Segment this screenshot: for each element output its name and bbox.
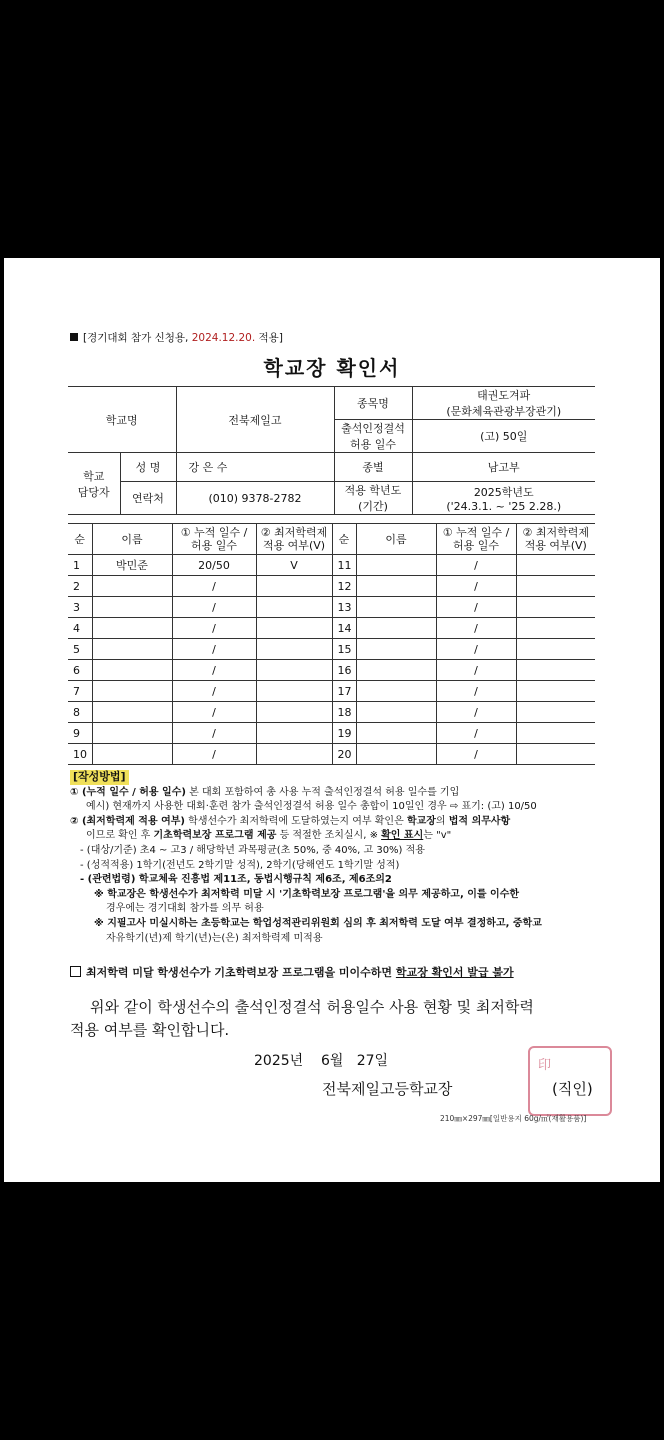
table-row: 4 / 14 / [68, 618, 595, 639]
table-row: 2 / 12 / [68, 576, 595, 597]
sport-label: 종목명 [334, 387, 412, 420]
square-bullet-icon [70, 333, 78, 341]
year-label: 적용 학년도 (기간) [334, 482, 412, 515]
school-value: 전북제일고 [176, 387, 334, 453]
manager-label: 학교 담당자 [68, 453, 120, 515]
contact-value: (010) 9378-2782 [176, 482, 334, 515]
signer-name: 전북제일고등학교장 [322, 1080, 453, 1098]
table-row: 5 / 15 / [68, 639, 595, 660]
table-row: 3 / 13 / [68, 597, 595, 618]
table-row: 6 / 16 / [68, 660, 595, 681]
guide-item-1: ① (누적 일수 / 허용 일수) 본 대회 포함하여 총 사용 누적 출석인정결석 허용 일수를 기입 [70, 786, 460, 798]
guide-tag: [작성방법] [70, 770, 129, 785]
confirmation-text: 위와 같이 학생선수의 출석인정결석 허용일수 사용 현황 및 최저학력 적용 여부를 확인합니다. [70, 998, 534, 1039]
name-value: 강 은 수 [176, 453, 334, 482]
contact-label: 연락처 [120, 482, 176, 515]
name-label: 성 명 [120, 453, 176, 482]
table-row: 7 / 17 / [68, 681, 595, 702]
document-title: 학교장 확인서 [263, 356, 401, 380]
table-row: 8 / 18 / [68, 702, 595, 723]
allow-label: 출석인정결석 허용 일수 [334, 420, 412, 453]
gender-value: 남고부 [412, 453, 595, 482]
official-seal-icon: 印 [528, 1046, 612, 1116]
sport-value: 태권도겨파 (문화체육관광부장관기) [412, 387, 595, 420]
school-label: 학교명 [68, 387, 176, 453]
header-note: [경기대회 참가 신청용, 2024.12.20. 적용] [70, 330, 283, 345]
info-table [68, 386, 595, 515]
table-row: 10 / 20 / [68, 744, 595, 765]
student-table [68, 523, 595, 765]
writing-guide: [작성방법] ① (누적 일수 / 허용 일수) 본 대회 포함하여 총 사용 누적 출석인정결석 허용 일수를 기입 예시) 현재까지 사용한 대회·훈련 참가 출석인정결석 허용 일수 총합이 10일인 경우 ⇨ 표기: (고) 10/50 ② (최저학력제 적용 여부) 학생선수가 최저학력에 도달하였는지 여부 확인은 학교장의 법적 의무사항 이므로 확인 후 기초학력보장 프로그램 제공 등 적절한 조치실시, ※ 확인 표시는 "v" - (대상/기준) 초4 ~ 고3 / 해당학년 과목평균(초 50%, 중 40%, 고 30%) 적용 - (성적적용) 1학기(전년도 2학기말 성적), 2학기(당해연도 1학기말 성적) - (관련법령) 학교체육 진흥법 제11조, 동법시행규칙 제6조, 제6조의2 ※ 학교장은 학생선수가 최저학력 미달 시 '기초학력보장 프로그램'을 의무 제공하고, 이를 이수한 경우에는 경기대회 참가를 의무 허용 ※ 지필고사 미실시하는 초등학교는 학업성적관리위원회 심의 후 최저학력 도달 여부 결정하고, 중학교 자유학기(년)제 학기(년)는(은) 최저학력제 미적용 [70, 770, 600, 946]
year-value: 2025학년도 ('24.3.1. ~ '25 2.28.) [412, 482, 595, 515]
paper-spec-footer: 210㎜×297㎜[일반용지 60g/㎡(재활용품)] [440, 1114, 587, 1123]
document-page [4, 258, 660, 1182]
table-row: 1 박민준 20/50 V 11 / [68, 555, 595, 576]
notice-line: 최저학력 미달 학생선수가 기초학력보장 프로그램을 미이수하면 학교장 확인서 발급 불가 [70, 964, 514, 980]
table-header-row: 순 이름 ① 누적 일수 / 허용 일수 ② 최저학력제 적용 여부(V) 순 이름 ① 누적 일수 / 허용 일수 ② 최저학력제 적용 여부(V) [68, 524, 595, 555]
checkbox-icon [70, 966, 81, 977]
seal-label: (직인) [552, 1080, 593, 1098]
table-row: 9 / 19 / [68, 723, 595, 744]
gender-label: 종별 [334, 453, 412, 482]
allow-value: (고) 50일 [412, 420, 595, 453]
issue-date: 2025년 6월 27일 [254, 1053, 389, 1069]
guide-item-2: ② (최저학력제 적용 여부) 학생선수가 최저학력에 도달하였는지 여부 확인은 학교장의 법적 의무사항 [70, 815, 511, 827]
